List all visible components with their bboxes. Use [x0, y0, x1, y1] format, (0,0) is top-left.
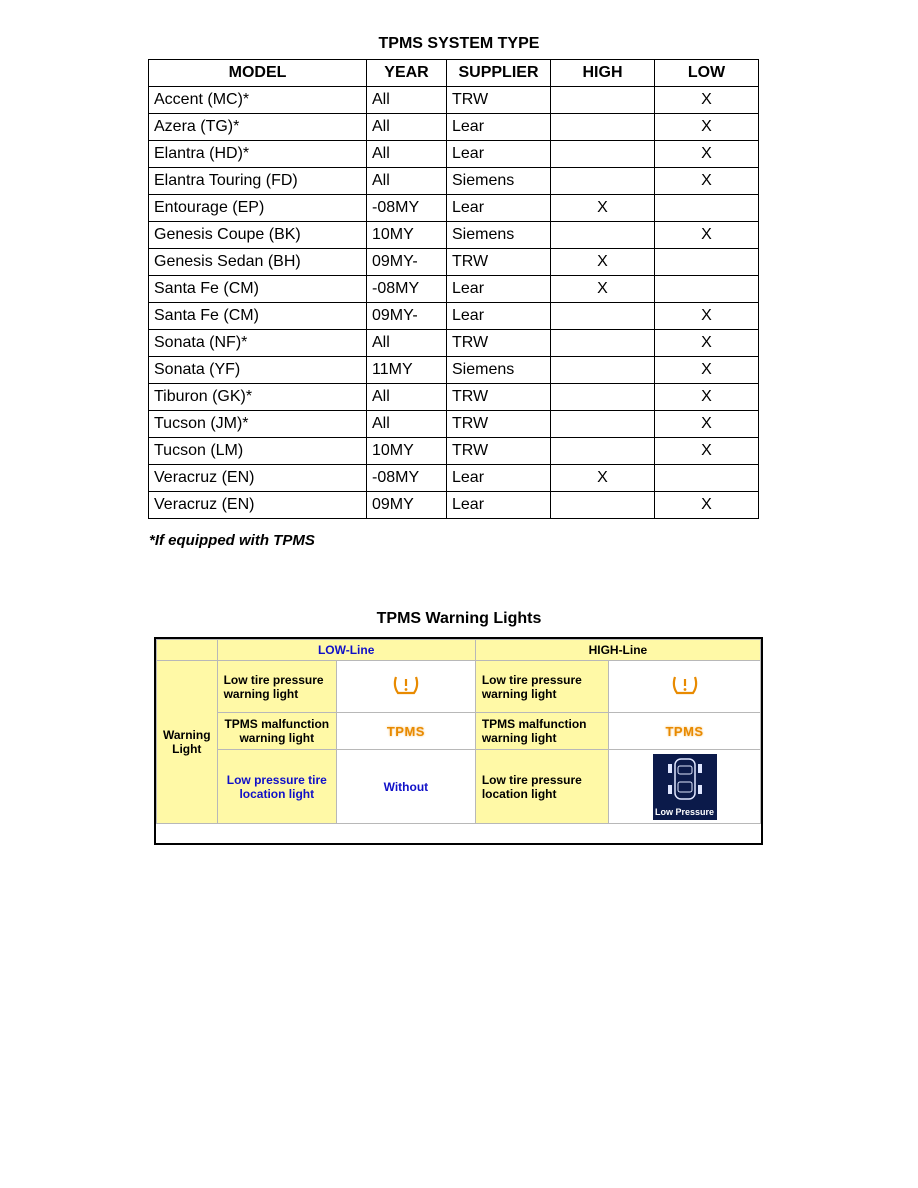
table-row — [149, 384, 759, 411]
cell-year: All — [367, 411, 447, 438]
cell-year: -08MY — [367, 465, 447, 492]
warning-row-malfunction — [157, 713, 761, 750]
cell-low: X — [655, 357, 759, 384]
empty-footer-cell — [157, 824, 761, 845]
cell-high — [551, 168, 655, 195]
cell-model: Tiburon (GK)* — [149, 384, 367, 411]
cell-low: X — [655, 222, 759, 249]
tpms-malfunction-icon: TPMS — [665, 723, 704, 739]
cell-model: Tucson (JM)* — [149, 411, 367, 438]
table-row — [149, 87, 759, 114]
low-line-malfunction-label: TPMS malfunction warning light — [217, 713, 336, 750]
high-line-low-tire-label: Low tire pressure warning light — [475, 661, 608, 713]
cell-year: All — [367, 114, 447, 141]
cell-year: All — [367, 87, 447, 114]
low-pressure-display-text: Low Pressure — [655, 806, 715, 817]
cell-supplier: Lear — [447, 195, 551, 222]
table-row — [149, 222, 759, 249]
warning-row-location — [157, 750, 761, 824]
tire-pressure-warning-icon — [391, 673, 421, 697]
cell-model: Genesis Sedan (BH) — [149, 249, 367, 276]
cell-high — [551, 114, 655, 141]
cell-high: X — [551, 249, 655, 276]
cell-year: All — [367, 168, 447, 195]
cell-supplier: TRW — [447, 330, 551, 357]
cell-low: X — [655, 303, 759, 330]
cell-high: X — [551, 276, 655, 303]
cell-model: Santa Fe (CM) — [149, 276, 367, 303]
cell-high — [551, 141, 655, 168]
cell-low: X — [655, 438, 759, 465]
low-line-location-value: Without — [337, 750, 476, 824]
cell-high: X — [551, 195, 655, 222]
table-row — [149, 492, 759, 519]
warning-row-low-tire — [157, 661, 761, 713]
table-row — [149, 168, 759, 195]
high-line-tire-pressure-icon-cell — [609, 661, 761, 713]
warning-header-row — [157, 640, 761, 661]
cell-year: 11MY — [367, 357, 447, 384]
table-row — [149, 438, 759, 465]
cell-low: X — [655, 492, 759, 519]
col-header-year: YEAR — [367, 60, 447, 87]
table-row — [149, 465, 759, 492]
cell-model: Sonata (YF) — [149, 357, 367, 384]
table-row — [149, 195, 759, 222]
cell-model: Santa Fe (CM) — [149, 303, 367, 330]
low-line-location-label: Low pressure tire location light — [217, 750, 336, 824]
corner-cell — [157, 640, 218, 661]
cell-supplier: TRW — [447, 438, 551, 465]
warning-empty-row — [157, 824, 761, 845]
table-row — [149, 330, 759, 357]
cell-low — [655, 465, 759, 492]
table-row — [149, 114, 759, 141]
table-header-row — [149, 60, 759, 87]
cell-supplier: Siemens — [447, 357, 551, 384]
cell-low: X — [655, 168, 759, 195]
tpms-malfunction-icon: TPMS — [386, 723, 425, 739]
cell-supplier: Lear — [447, 114, 551, 141]
cell-low: X — [655, 141, 759, 168]
cell-low: X — [655, 87, 759, 114]
cell-supplier: Siemens — [447, 222, 551, 249]
footnote: *If equipped with TPMS — [149, 532, 315, 549]
cell-year: 09MY- — [367, 249, 447, 276]
cell-supplier: Lear — [447, 492, 551, 519]
table-row — [149, 357, 759, 384]
system-type-title: TPMS SYSTEM TYPE — [378, 35, 540, 52]
cell-low — [655, 249, 759, 276]
col-header-supplier: SUPPLIER — [447, 60, 551, 87]
cell-model: Entourage (EP) — [149, 195, 367, 222]
high-line-malfunction-label: TPMS malfunction warning light — [475, 713, 608, 750]
cell-high — [551, 357, 655, 384]
tire-pressure-warning-icon — [670, 673, 700, 697]
tpms-system-table — [148, 59, 759, 519]
cell-high — [551, 222, 655, 249]
cell-model: Sonata (NF)* — [149, 330, 367, 357]
cell-high — [551, 87, 655, 114]
low-line-malfunction-icon-cell — [337, 713, 476, 750]
low-pressure-location-display — [653, 754, 717, 820]
cell-high — [551, 492, 655, 519]
cell-low — [655, 195, 759, 222]
cell-model: Veracruz (EN) — [149, 492, 367, 519]
cell-low: X — [655, 384, 759, 411]
cell-model: Veracruz (EN) — [149, 465, 367, 492]
col-header-low: LOW — [655, 60, 759, 87]
table-row — [149, 141, 759, 168]
cell-year: All — [367, 141, 447, 168]
cell-year: 09MY — [367, 492, 447, 519]
cell-high — [551, 438, 655, 465]
cell-year: 09MY- — [367, 303, 447, 330]
cell-model: Tucson (LM) — [149, 438, 367, 465]
cell-supplier: Siemens — [447, 168, 551, 195]
high-line-location-label: Low tire pressure location light — [475, 750, 608, 824]
high-line-malfunction-icon-cell — [609, 713, 761, 750]
cell-model: Azera (TG)* — [149, 114, 367, 141]
cell-low — [655, 276, 759, 303]
table-row — [149, 249, 759, 276]
col-header-model: MODEL — [149, 60, 367, 87]
cell-high — [551, 303, 655, 330]
cell-year: All — [367, 384, 447, 411]
warning-lights-table — [154, 637, 763, 845]
table-row — [149, 411, 759, 438]
low-line-low-tire-label: Low tire pressure warning light — [217, 661, 336, 713]
car-top-view-icon — [653, 754, 717, 806]
cell-supplier: Lear — [447, 465, 551, 492]
table-row — [149, 276, 759, 303]
col-header-high: HIGH — [551, 60, 655, 87]
warning-lights-title: TPMS Warning Lights — [376, 610, 542, 627]
cell-high — [551, 330, 655, 357]
cell-supplier: TRW — [447, 87, 551, 114]
cell-model: Accent (MC)* — [149, 87, 367, 114]
high-line-location-icon-cell — [609, 750, 761, 824]
cell-supplier: Lear — [447, 141, 551, 168]
cell-model: Elantra Touring (FD) — [149, 168, 367, 195]
cell-year: 10MY — [367, 438, 447, 465]
table-body — [149, 87, 759, 519]
cell-low: X — [655, 411, 759, 438]
table-row — [149, 303, 759, 330]
cell-year: All — [367, 330, 447, 357]
cell-supplier: Lear — [447, 303, 551, 330]
cell-high — [551, 384, 655, 411]
cell-low: X — [655, 330, 759, 357]
cell-year: -08MY — [367, 276, 447, 303]
cell-high: X — [551, 465, 655, 492]
cell-model: Elantra (HD)* — [149, 141, 367, 168]
cell-supplier: TRW — [447, 249, 551, 276]
low-line-tire-pressure-icon-cell — [337, 661, 476, 713]
cell-low: X — [655, 114, 759, 141]
cell-supplier: Lear — [447, 276, 551, 303]
low-line-header: LOW-Line — [217, 640, 475, 661]
warning-light-row-header: Warning Light — [157, 661, 218, 824]
cell-year: 10MY — [367, 222, 447, 249]
cell-supplier: TRW — [447, 384, 551, 411]
cell-model: Genesis Coupe (BK) — [149, 222, 367, 249]
cell-supplier: TRW — [447, 411, 551, 438]
cell-high — [551, 411, 655, 438]
cell-year: -08MY — [367, 195, 447, 222]
high-line-header: HIGH-Line — [475, 640, 760, 661]
